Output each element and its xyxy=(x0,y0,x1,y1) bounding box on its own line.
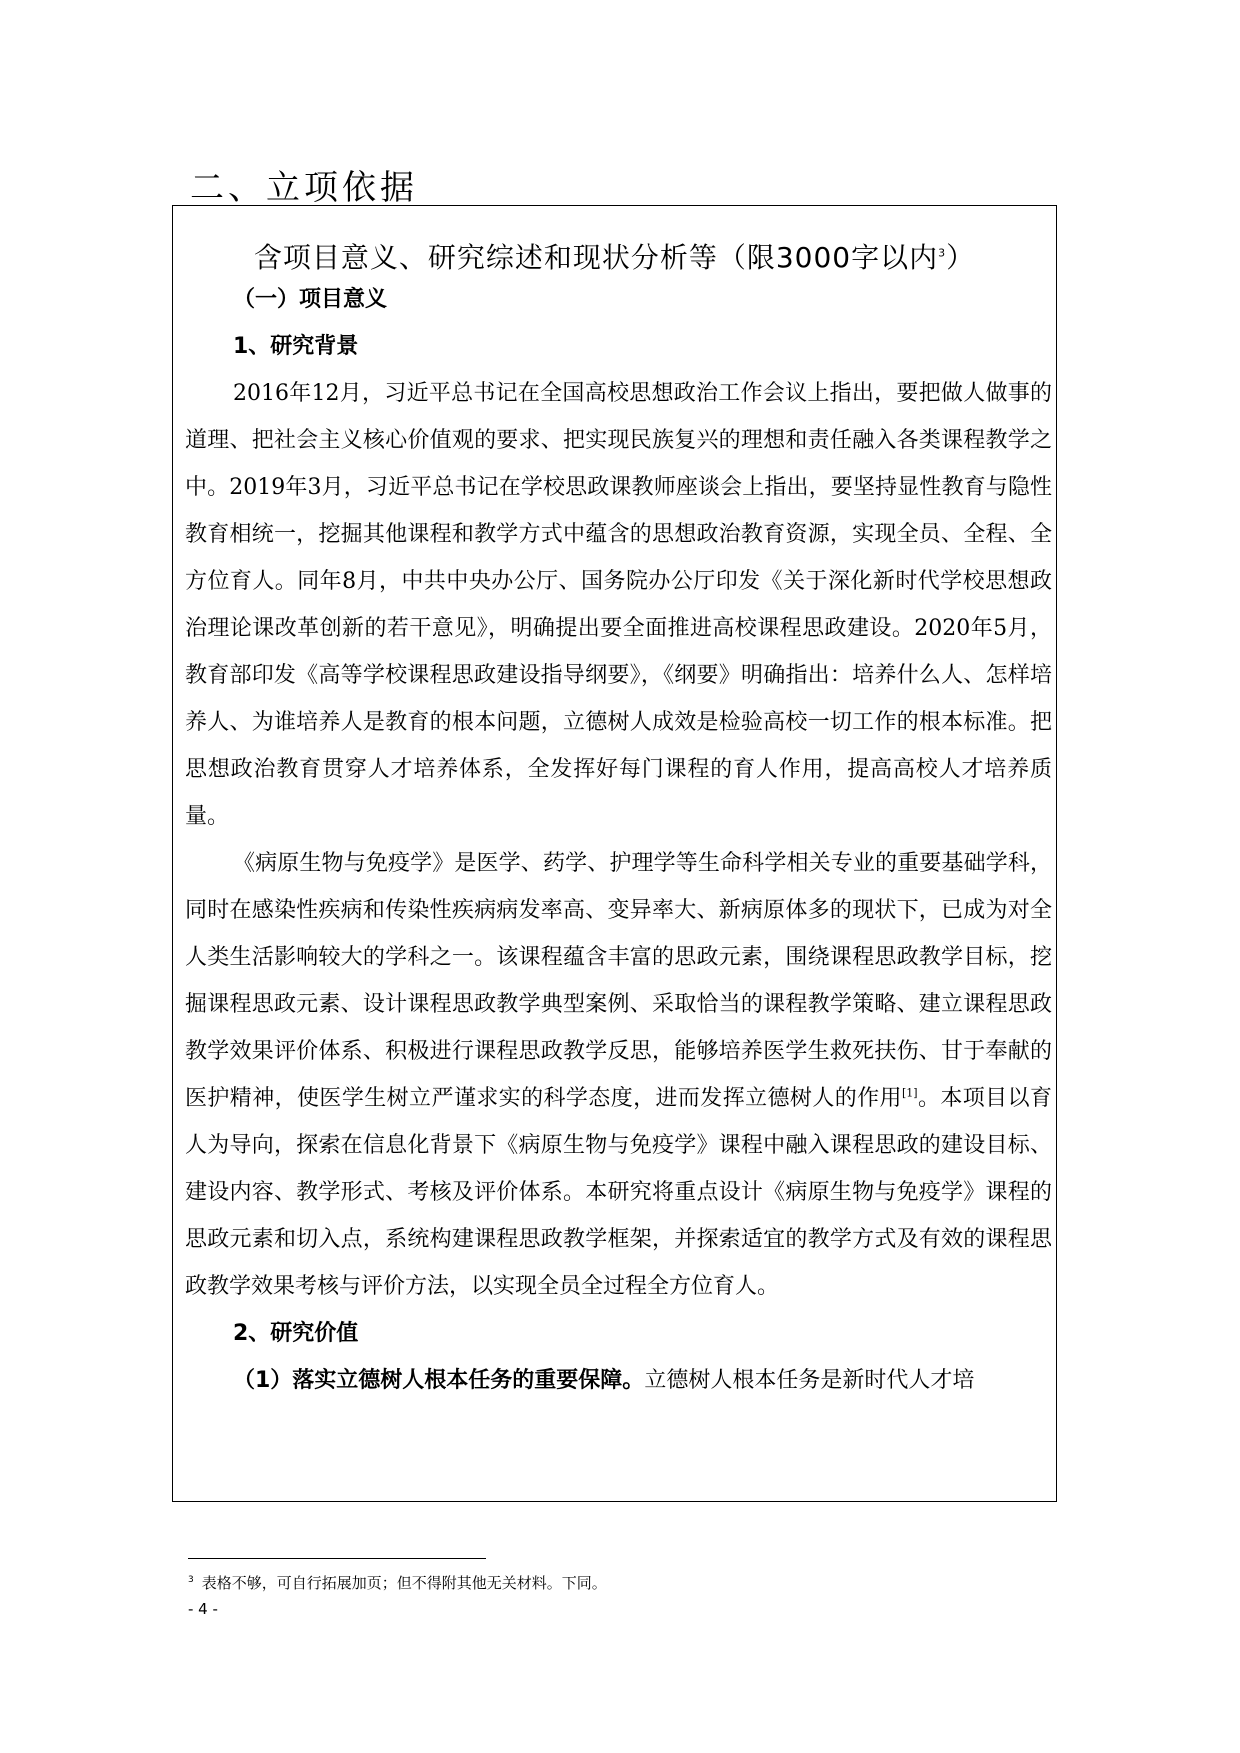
paragraph-course-part2: 。本项目以育人为导向，探索在信息化背景下《病原生物与免疫学》课程中融入课程思政的建设目标、建设内容、教学形式、考核及评价体系。本研究将重点设计《病原生物与免疫学》课程的思政元素和切入点，系统构建课程思政教学框架，并探索适宜的教学方式及有效的课程思政教学效果考核与评价方法，以实现全员全过程全方位育人。 xyxy=(185,1086,1052,1299)
subheading-research-background: 1、研究背景 xyxy=(233,334,359,359)
box-heading-text: 含项目意义、研究综述和现状分析等（限3000字以内 xyxy=(253,241,939,274)
value-point-bold: （1）落实立德树人根本任务的重要保障。 xyxy=(233,1368,645,1393)
footnote xyxy=(188,1572,607,1593)
footnote-separator xyxy=(188,1558,486,1559)
value-point-text: 立德树人根本任务是新时代人才培 xyxy=(644,1368,975,1393)
paragraph-value xyxy=(185,1357,1052,1404)
subheading-project-significance: （一）项目意义 xyxy=(233,287,388,312)
box-heading-close: ） xyxy=(946,241,976,274)
page-number: - 4 - xyxy=(188,1600,218,1618)
subheading-research-value: 2、研究价值 xyxy=(233,1321,359,1346)
footnote-marker: 3 xyxy=(188,1575,194,1585)
footnote-text: 表格不够，可自行拓展加页；但不得附其他无关材料。下同。 xyxy=(201,1574,607,1592)
box-heading xyxy=(173,236,1056,276)
paragraph-course-part1: 《病原生物与免疫学》是医学、药学、护理学等生命科学相关专业的重要基础学科，同时在感染性疾病和传染性疾病病发率高、变异率大、新病原体多的现状下，已成为对全人类生活影响较大的学科之一。该课程蕴含丰富的思政元素，围绕课程思政教学目标，挖掘课程思政元素、设计课程思政教学典型案例、采取恰当的课程教学策略、建立课程思政教学效果评价体系、积极进行课程思政教学反思，能够培养医学生救死扶伤、甘于奉献的医护精神，使医学生树立严谨求实的科学态度，进而发挥立德树人的作用 xyxy=(185,851,1052,1111)
footnote-ref: 3 xyxy=(938,246,947,260)
section-title: 二、立项依据 xyxy=(190,168,418,208)
citation-ref: [1] xyxy=(901,1086,918,1100)
content-box xyxy=(172,205,1057,1502)
paragraph-background: 2016年12月，习近平总书记在全国高校思想政治工作会议上指出，要把做人做事的道理、把社会主义核心价值观的要求、把实现民族复兴的理想和责任融入各类课程教学之中。2019年3月，习近平总书记在学校思政课教师座谈会上指出，要坚持显性教育与隐性教育相统一，挖掘其他课程和教学方式中蕴含的思想政治教育资源，实现全员、全程、全方位育人。同年8月，中共中央办公厅、国务院办公厅印发《关于深化新时代学校思想政治理论课改革创新的若干意见》，明确提出要全面推进高校课程思政建设。2020年5月，教育部印发《高等学校课程思政建设指导纲要》，《纲要》明确指出：培养什么人、怎样培养人、为谁培养人是教育的根本问题，立德树人成效是检验高校一切工作的根本标准。把思想政治教育贯穿人才培养体系，全发挥好每门课程的育人作用，提高高校人才培养质量。 xyxy=(185,381,1052,829)
paragraph-course xyxy=(185,840,1052,1310)
content-body xyxy=(173,276,1056,1404)
